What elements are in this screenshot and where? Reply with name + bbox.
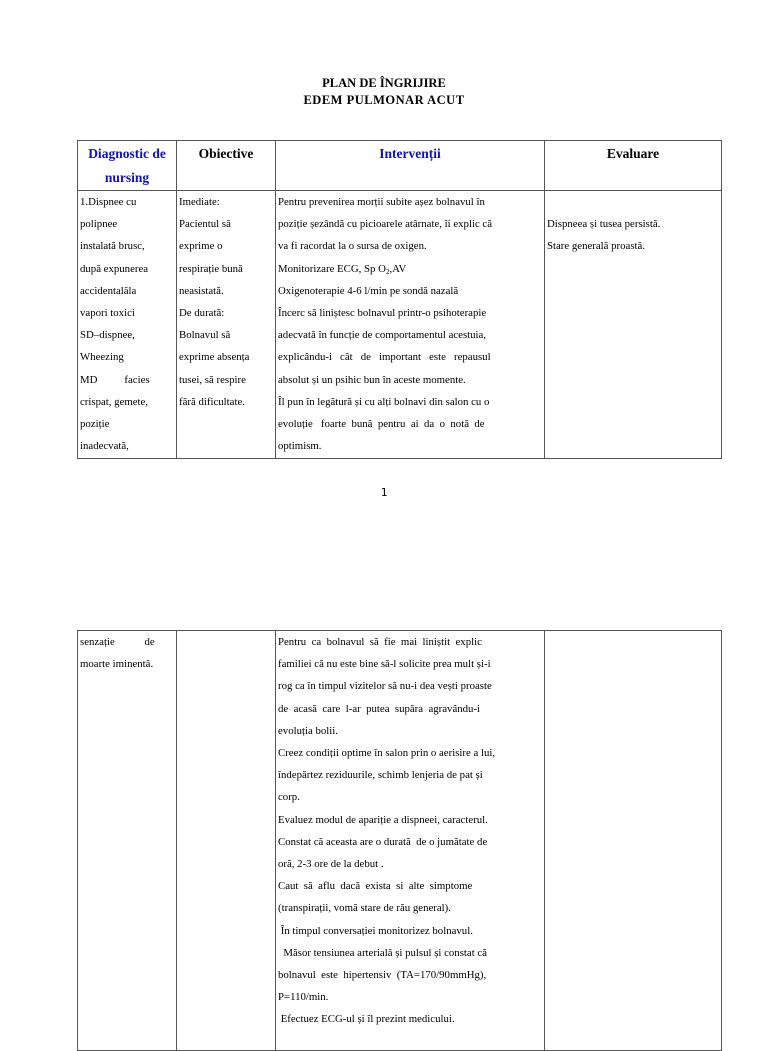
intervention-line: Îl pun în legătură și cu alți bolnavi din salon cu o bbox=[278, 395, 490, 408]
header-diagnostic-line1: Diagnostic de bbox=[88, 146, 166, 161]
evaluation-line: Dispneea și tusea persistă. bbox=[547, 218, 661, 230]
objective-line: fără dificultate. bbox=[179, 395, 245, 408]
intervention-line: explicându-i cât de important este repausul bbox=[278, 351, 491, 364]
intervention-line: adecvată în funcție de comportamentul acestuia, bbox=[278, 329, 487, 342]
objective-line: exprime o bbox=[179, 240, 223, 253]
row2-interventions-cell bbox=[276, 631, 545, 1051]
intervention-line: Constat că aceasta are o durată de o jumătate de bbox=[278, 835, 488, 848]
header-objective: Obiective bbox=[177, 141, 276, 191]
diagnostic-line: senzație de bbox=[80, 636, 155, 648]
intervention-line: va fi racordat la o sursa de oxigen. bbox=[278, 240, 427, 253]
intervention-line: oră, 2-3 ore de la debut . bbox=[278, 858, 384, 871]
page-number: 1 bbox=[380, 486, 388, 499]
spo2-subscript: 2 bbox=[385, 267, 390, 276]
row2-evaluation-cell bbox=[545, 631, 722, 1051]
intervention-line: Caut să aflu dacă exista si alte simptome bbox=[278, 880, 473, 893]
intervention-line: evoluție foarte bună pentru ai da o notă de bbox=[278, 418, 485, 431]
diagnostic-line: Wheezing bbox=[80, 351, 124, 364]
intervention-line-spo2 bbox=[278, 258, 542, 280]
intervention-line: rog ca în timpul vizitelor să nu-i dea vești proaste bbox=[278, 680, 492, 693]
care-plan-table bbox=[77, 140, 722, 459]
intervention-line: bolnavul este hipertensiv (TA=170/90mmHg), bbox=[278, 969, 487, 982]
objective-line: Bolnavul să bbox=[179, 329, 231, 342]
row1-objective-cell bbox=[177, 191, 276, 459]
header-interventions: Intervenții bbox=[276, 141, 545, 191]
diagnostic-line: după expunerea bbox=[80, 262, 149, 275]
table-row bbox=[78, 191, 722, 459]
intervention-line: Pentru prevenirea morții subite așez bolnavul în bbox=[278, 196, 485, 208]
intervention-line: Pentru ca bolnavul să fie mai liniștit explic bbox=[278, 636, 482, 648]
diagnostic-line: instalată brusc, bbox=[80, 240, 145, 253]
diagnostic-line: moarte iminentă. bbox=[80, 658, 154, 671]
intervention-line: absolut și un psihic bun în aceste momente. bbox=[278, 373, 466, 386]
header-evaluation: Evaluare bbox=[545, 141, 722, 191]
intervention-line: Încerc să liniștesc bolnavul printr-o psihoterapie bbox=[278, 307, 487, 320]
diagnostic-line: polipnee bbox=[80, 218, 118, 231]
evaluation-line: Stare generală proastă. bbox=[547, 240, 646, 253]
diagnostic-line: accidentalăla bbox=[80, 284, 137, 297]
diagnostic-line: inadecvată, bbox=[80, 440, 129, 453]
intervention-text: Monitorizare ECG, Sp O bbox=[278, 262, 386, 275]
diagnostic-line: MD facies bbox=[80, 373, 150, 386]
intervention-line: optimism. bbox=[278, 440, 322, 453]
document-title: PLAN DE ÎNGRIJIRE bbox=[322, 76, 446, 90]
intervention-line: În timpul conversației monitorizez bolnavul. bbox=[278, 924, 473, 937]
diagnostic-line: vapori toxici bbox=[80, 307, 135, 320]
intervention-line: (transpirații, vomă stare de rău general). bbox=[278, 902, 451, 915]
row1-diagnostic-cell bbox=[78, 191, 177, 459]
intervention-line: Creez condiții optime în salon prin o aerisire a lui, bbox=[278, 747, 496, 760]
objective-line: De durată: bbox=[179, 307, 225, 320]
intervention-line: de acasă care l-ar putea supăra agravându-i bbox=[278, 702, 481, 715]
diagnostic-line: 1.Dispnee cu bbox=[80, 196, 137, 208]
table-row bbox=[78, 631, 722, 1051]
diagnostic-line: SD–dispnee, bbox=[80, 329, 135, 342]
intervention-line: evoluția bolii. bbox=[278, 724, 338, 737]
intervention-line: corp. bbox=[278, 791, 300, 804]
intervention-line: Efectuez ECG-ul și îl prezint medicului. bbox=[278, 1013, 455, 1026]
care-plan-table-continued bbox=[77, 630, 722, 1051]
row2-objective-cell bbox=[177, 631, 276, 1051]
document-subtitle: EDEM PULMONAR ACUT bbox=[303, 93, 465, 107]
intervention-line: Măsor tensiunea arterială și pulsul și constat că bbox=[278, 946, 487, 959]
spo2-suffix: ,AV bbox=[389, 262, 407, 275]
intervention-line: P=110/min. bbox=[278, 991, 329, 1004]
objective-line: Pacientul să bbox=[179, 218, 231, 231]
objective-line: respirație bună bbox=[179, 262, 243, 275]
objective-line: Imediate: bbox=[179, 196, 220, 208]
objective-line: neasistată. bbox=[179, 284, 224, 297]
diagnostic-line: crispat, gemete, bbox=[80, 395, 149, 408]
header-diagnostic bbox=[78, 141, 177, 191]
objective-line: tusei, să respire bbox=[179, 373, 246, 386]
row1-interventions-cell bbox=[276, 191, 545, 459]
row1-evaluation-cell bbox=[545, 191, 722, 459]
header-diagnostic-line2: nursing bbox=[104, 170, 150, 185]
intervention-line: îndepărtez reziduurile, schimb lenjeria de pat și bbox=[278, 769, 483, 782]
row2-diagnostic-cell bbox=[78, 631, 177, 1051]
intervention-line: Oxigenoterapie 4-6 l/min pe sondă nazală bbox=[278, 284, 459, 297]
objective-line: exprime absența bbox=[179, 351, 250, 364]
diagnostic-line: poziție bbox=[80, 418, 110, 431]
intervention-line: familiei că nu este bine să-l solicite prea mult și-i bbox=[278, 658, 491, 671]
intervention-line: poziție șezândă cu picioarele atârnate, îi explic că bbox=[278, 218, 493, 231]
intervention-line: Evaluez modul de apariție a dispneei, caracterul. bbox=[278, 813, 488, 826]
table-header-row bbox=[78, 141, 722, 191]
